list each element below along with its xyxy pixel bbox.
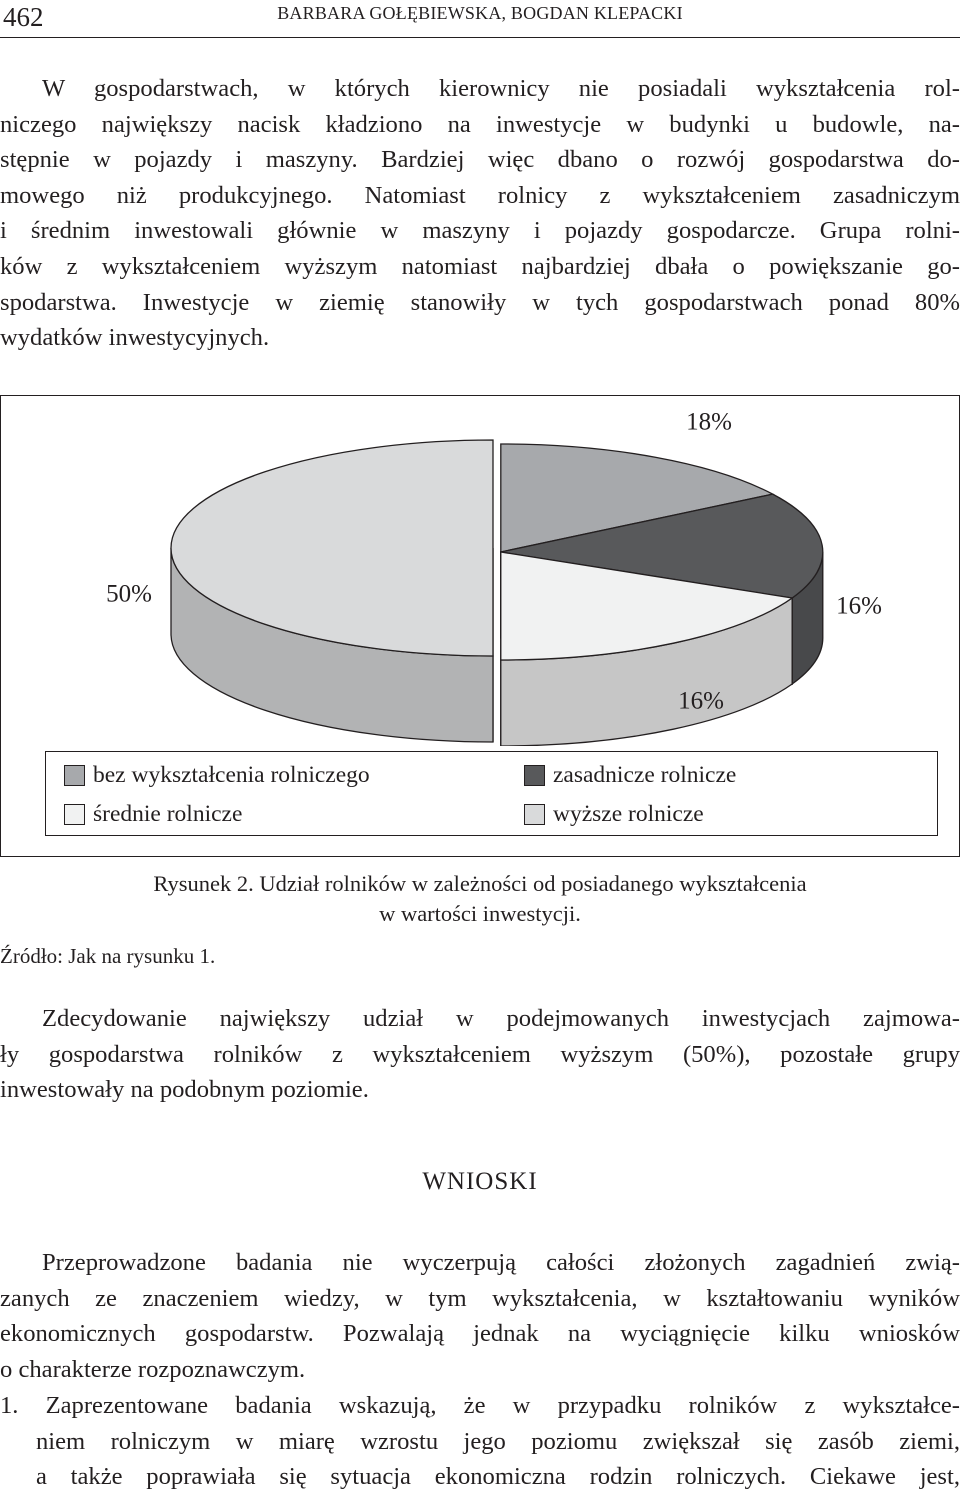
- legend-label: zasadnicze rolnicze: [553, 762, 737, 788]
- text-line: o charakterze rozpoznawczym.: [0, 1355, 306, 1383]
- text-line: ekonomicznych gospodarstw. Pozwalają jednak na wyciągnięcie kilku wniosków: [0, 1320, 960, 1348]
- legend-swatch: [524, 765, 545, 786]
- chart-legend: [45, 751, 938, 836]
- figure-frame: [0, 395, 960, 857]
- list-item-1: [0, 1388, 960, 1495]
- text-line: Zdecydowanie największy udział w podejmowanych inwestycjach zajmowa-: [42, 1005, 960, 1032]
- pie-data-label-0: 16%: [678, 687, 724, 715]
- text-line: niczego największy nacisk kładziono na inwestycje w budynki u budowle, na-: [0, 110, 960, 138]
- wnioski-paragraph: [0, 1245, 960, 1387]
- page-number: 462: [3, 2, 44, 32]
- text-line: inwestowały na podobnym poziomie.: [0, 1076, 369, 1104]
- legend-label: średnie rolnicze: [93, 801, 243, 827]
- text-line: niem rolniczym w miarę wzrostu jego poziomu zwiększał się zasób ziemi,: [36, 1427, 960, 1455]
- pie-data-label-2: 18%: [686, 408, 732, 436]
- legend-item-wyzsze: [524, 800, 704, 828]
- legend-swatch: [64, 765, 85, 786]
- pie-data-label-3: 50%: [106, 580, 152, 608]
- legend-swatch: [524, 804, 545, 825]
- legend-label: bez wykształcenia rolniczego: [93, 762, 370, 788]
- legend-item-zasadnicze: [524, 761, 736, 789]
- text-line: 1. Zaprezentowane badania wskazują, że w przypadku rolników z wykształce-: [0, 1392, 960, 1419]
- text-line: Przeprowadzone badania nie wyczerpują całości złożonych zagadnień zwią-: [42, 1249, 960, 1276]
- conclusion-paragraph: [0, 1001, 960, 1108]
- text-line: wydatków inwestycyjnych.: [0, 324, 270, 352]
- legend-swatch: [64, 804, 85, 825]
- text-line: ły gospodarstwa rolników z wykształceniem wyższym (50%), pozostałe grupy: [0, 1040, 960, 1068]
- intro-paragraph: [0, 71, 960, 356]
- running-head: BARBARA GOŁĘBIEWSKA, BOGDAN KLEPACKI: [277, 3, 683, 23]
- text-line: i średnim inwestowali głównie w maszyny i pojazdy gospodarcze. Grupa rolni-: [0, 217, 960, 245]
- text-line: W gospodarstwach, w których kierownicy nie posiadali wykształcenia rol-: [42, 75, 960, 102]
- figure-source: Źródło: Jak na rysunku 1.: [0, 944, 216, 968]
- legend-label: wyższe rolnicze: [553, 801, 704, 827]
- text-line: zanych ze znaczeniem wiedzy, w tym wykształcenia, w kształtowaniu wyników: [0, 1284, 960, 1312]
- legend-item-bez: [64, 761, 370, 789]
- pie-data-label-1: 16%: [836, 592, 882, 620]
- section-title: WNIOSKI: [422, 1168, 538, 1195]
- figure-caption: Rysunek 2. Udział rolników w zależności od posiadanego wykształcenia: [153, 871, 807, 896]
- text-line: stępnie w pojazdy i maszyny. Bardziej więc dbano o rozwój gospodarstwa do-: [0, 146, 960, 174]
- text-line: spodarstwa. Inwestycje w ziemię stanowiły w tych gospodarstwach ponad 80%: [0, 288, 960, 316]
- page-header: [0, 0, 960, 40]
- pie-chart: [1, 396, 958, 746]
- legend-item-srednie: [64, 800, 242, 828]
- text-line: a także poprawiała się sytuacja ekonomiczna rodzin rolniczych. Ciekawe jest,: [36, 1463, 960, 1491]
- text-line: mowego niż produkcyjnego. Natomiast rolnicy z wykształceniem zasadniczym: [0, 181, 960, 209]
- figure-caption-cont: w wartości inwestycji.: [379, 901, 581, 926]
- text-line: ków z wykształceniem wyższym natomiast najbardziej dbała o powiększanie go-: [0, 252, 960, 280]
- header-rule: [0, 37, 960, 38]
